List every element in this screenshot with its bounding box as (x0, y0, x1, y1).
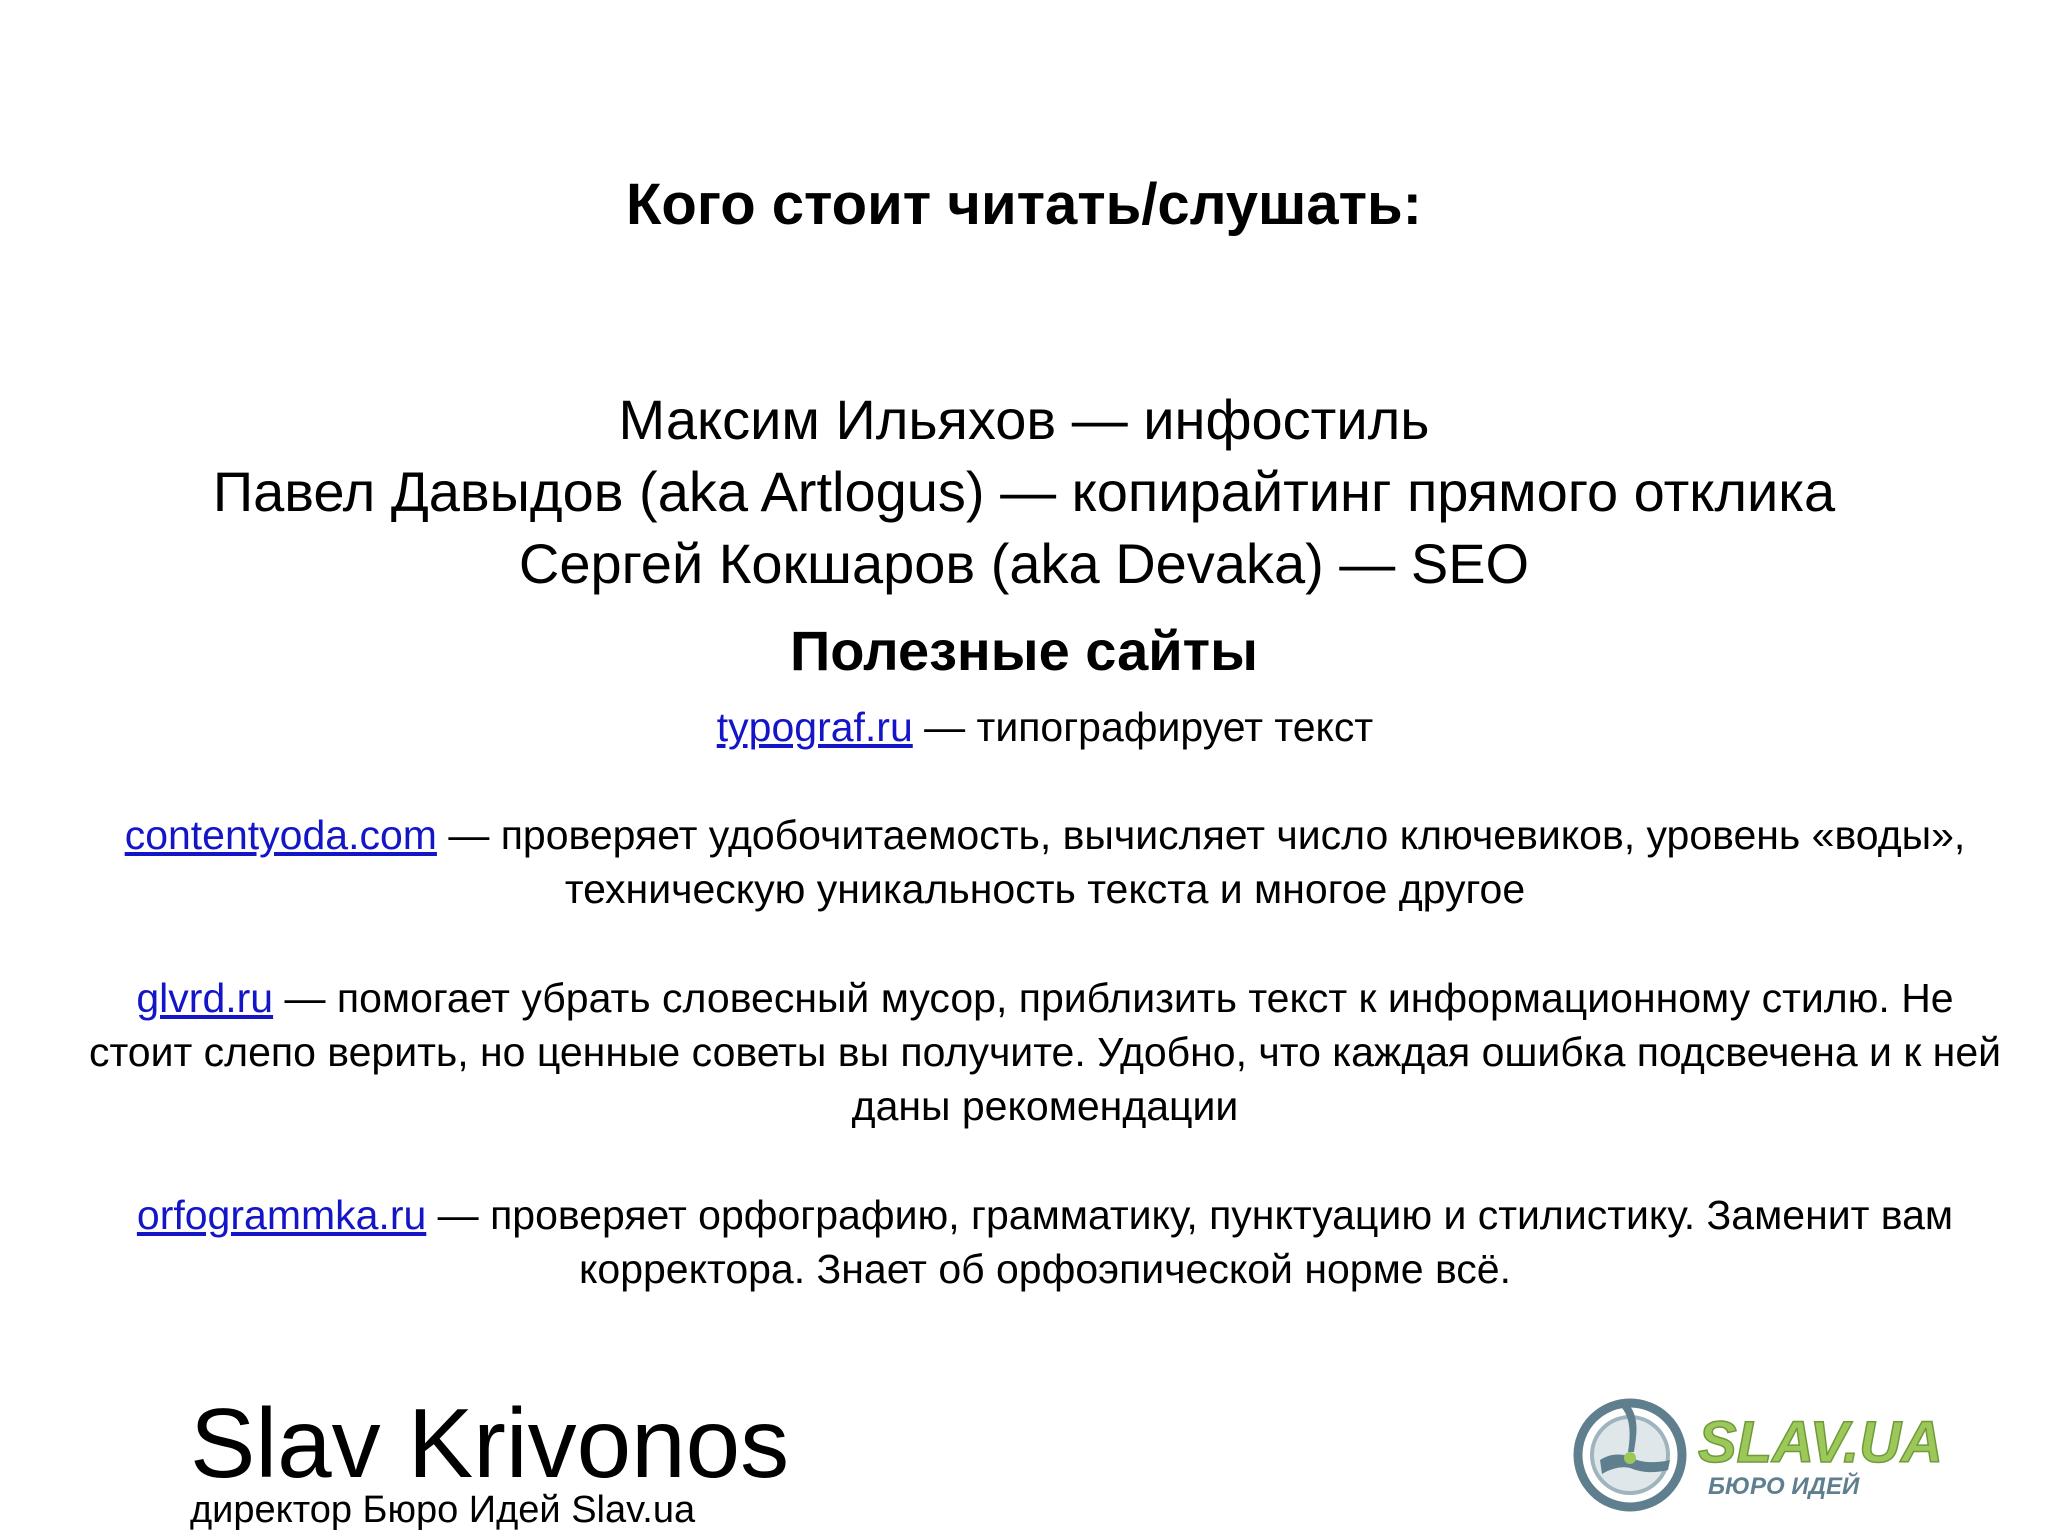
site-link-orfogrammka[interactable]: orfogrammka.ru (136, 1192, 427, 1238)
site-description: — типографирует текст (912, 704, 1374, 750)
site-entry-orfogrammka (80, 1188, 2010, 1296)
useful-sites-heading: Полезные сайты (790, 619, 1258, 682)
author-line: Максим Ильяхов — инфостиль (618, 388, 1430, 451)
propeller-circle-icon (1578, 1403, 1682, 1507)
authors-list (0, 384, 2048, 600)
site-link-contentyoda[interactable]: contentyoda.com (124, 812, 437, 858)
author-role: директор Бюро Идей Slav.ua (190, 1489, 696, 1531)
author-line: Сергей Кокшаров (aka Devaka) — SEO (518, 532, 1530, 595)
site-entry-contentyoda (80, 808, 2010, 916)
site-description: — проверяет удобочитаемость, вычисляет число ключевиков, уровень «воды», техническую уникальность текста и многое другое (436, 812, 1966, 912)
site-link-typograf[interactable]: typograf.ru (716, 704, 913, 750)
author-line: Павел Давыдов (aka Artlogus) — копирайтинг прямого отклика (212, 460, 1836, 523)
page-title: Кого стоит читать/слушать: (626, 172, 1422, 237)
slav-ua-logo (1570, 1390, 1960, 1520)
author-name: Slav Krivonos (190, 1388, 790, 1498)
logo-wordmark: SLAV.UA (1698, 1410, 1943, 1475)
site-entry-typograf (80, 700, 2010, 754)
logo-tagline: БЮРО ИДЕЙ (1708, 1473, 1860, 1500)
site-entry-glvrd (80, 971, 2010, 1133)
site-description: — проверяет орфографию, грамматику, пунктуацию и стилистику. Заменит вам корректора. Знает об орфоэпической норме всё. (426, 1192, 1954, 1292)
site-link-glvrd[interactable]: glvrd.ru (136, 975, 274, 1021)
site-description: — помогает убрать словесный мусор, приблизить текст к информационному стилю. Не стоит слепо верить, но ценные советы вы получите. Удобно, что каждая ошибка подсвечена и к ней даны рекомендации (88, 975, 2002, 1129)
